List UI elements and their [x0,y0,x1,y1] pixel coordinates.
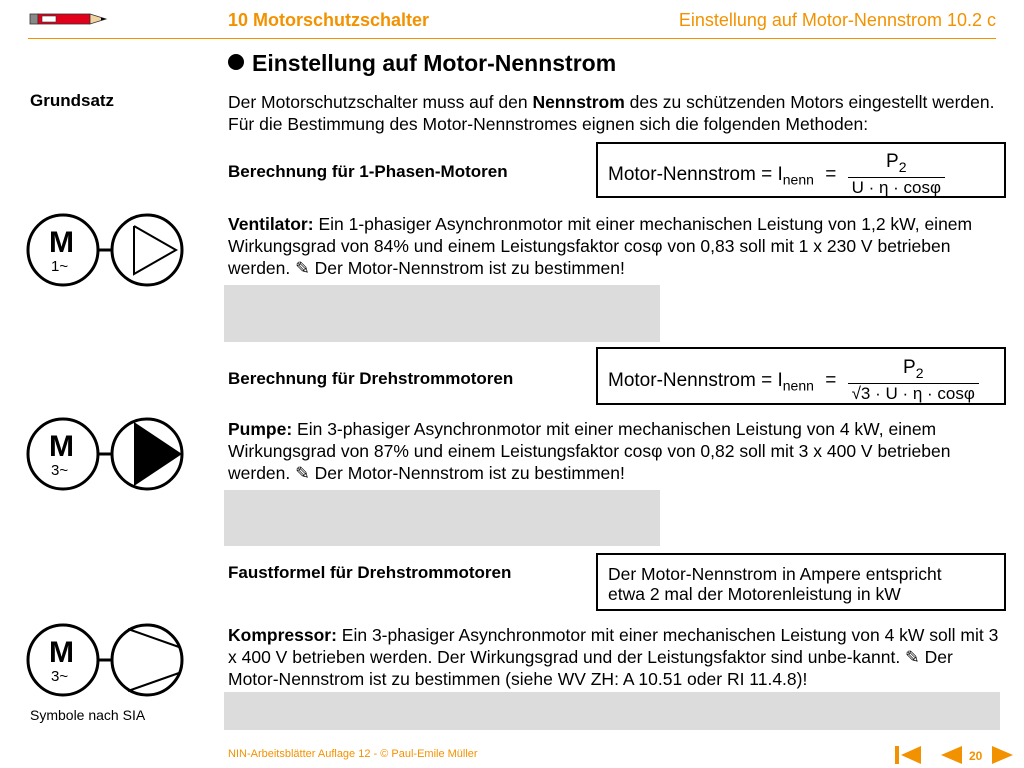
page-number: 20 [969,749,983,763]
section-title: Einstellung auf Motor-Nennstrom 10.2 c [678,10,996,30]
answer-area-ventilator[interactable] [224,285,660,342]
answer-area-compressor[interactable] [224,692,1000,730]
next-page-icon[interactable] [990,744,1016,766]
example-compressor: Kompressor: Ein 3-phasiger Asynchronmotor mit einer mechanischen Leistung von 4 kW soll mit 3 x 400 V betrieben werden. Der Wirkungsgrad und der Leistungsfaktor sind unbe-kannt. ✎ Der Motor-Nennstrom ist zu bestimmen (siehe WV ZH: A 10.51 oder RI 11.4.8)! [228,625,999,689]
header-divider [28,38,996,39]
rule-line-1: Der Motor-Nennstrom in Ampere entspricht [608,564,942,584]
motor-label-m: M [49,636,74,669]
formula-box-single-phase: Motor-Nennstrom = $I_{nenn}$ = $\frac{P_2}{U \cdot \eta \cdot \cos\varphi}$ [596,142,1006,198]
example-ventilator: Ventilator: Ein 1-phasiger Asynchronmotor mit einer mechanischen Leistung von 1,2 kW, einem Wirkungsgrad von 84% und einem Leistungsfaktor cosφ von 0,83 soll mit 1 x 230 V betrieben werden. ✎ Der Motor-Nennstrom ist zu bestimmen! [228,214,973,278]
example-pump: Pumpe: Ein 3-phasiger Asynchronmotor mit einer mechanischen Leistung von 4 kW, einem Wirkungsgrad von 87% und einem Leistungsfaktor cosφ von 0,82 soll mit 3 x 400 V betrieben werden. ✎ Der Motor-Nennstrom ist zu bestimmen! [228,419,951,483]
intro-paragraph: Der Motorschutzschalter muss auf den Nennstrom des zu schützenden Motors eingestellt werden. Für die Bestimmung des Motor-Nennstromes eignen sich die folgenden Methoden: [228,92,995,134]
previous-page-icon[interactable] [938,744,964,766]
heading-single-phase: Berechnung für 1-Phasen-Motoren [228,162,508,181]
bullet-icon [228,54,244,70]
answer-area-pump[interactable] [224,490,660,546]
motor-phase-label: 3~ [51,668,69,685]
formula-fraction: $\frac{P_2}{√3 \cdot U \cdot \eta \cdot \cos\varphi}$ [848,358,979,404]
symbols-caption: Symbole nach SIA [30,707,146,723]
footer-copyright: NIN-Arbeitsblätter Auflage 12 - © Paul-Emile Müller [228,748,478,760]
heading-three-phase: Berechnung für Drehstrommotoren [228,369,514,388]
page-title: Einstellung auf Motor-Nennstrom [228,50,616,77]
formula-fraction: $\frac{P_2}{U \cdot \eta \cdot \cos\varphi}$ [848,152,945,198]
motor-phase-label: 1~ [51,258,69,275]
side-label-grundsatz: Grundsatz [30,91,115,110]
chapter-title: 10 Motorschutzschalter [228,10,430,30]
motor-phase-label: 3~ [51,462,69,479]
first-page-icon[interactable] [893,744,923,766]
formula-box-three-phase: Motor-Nennstrom = $I_{nenn}$ = $\frac{P_2}{√3 \cdot U \cdot \eta \cdot \cos\varphi}$ [596,347,1006,405]
pencil-logo-icon [28,11,108,27]
heading-rule-of-thumb: Faustformel für Drehstrommotoren [228,563,512,582]
rule-of-thumb-box [596,553,1006,611]
motor-label-m: M [49,226,74,259]
rule-line-2: etwa 2 mal der Motorenleistung in kW [608,584,901,604]
motor-label-m: M [49,430,74,463]
